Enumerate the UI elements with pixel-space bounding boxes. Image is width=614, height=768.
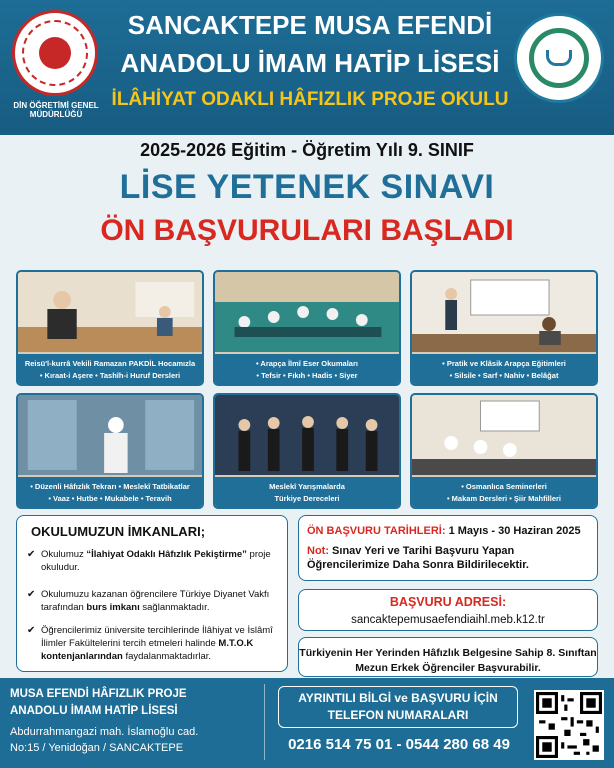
photo-card-arabic-texts: [213, 270, 401, 386]
photo-mosque-image: [18, 395, 202, 475]
photo-study-hall-image: [215, 272, 399, 352]
caption-line2: • Tefsir • Fıkıh • Hadis • Siyer: [256, 371, 358, 380]
caption-line1: Meslekî Yarışmalarda: [269, 482, 345, 491]
photo-card-competitions: [213, 393, 401, 509]
facilities-box: [16, 515, 288, 672]
exam-note: Not: Sınav Yeri ve Tarihi Başvuru Yapan Öğrencilerimize Daha Sonra Bildirilecektir.: [307, 545, 529, 571]
photo-card-arabic-training: [410, 270, 598, 386]
caption-line2: • Silsile • Sarf • Nahiv • Belâğat: [449, 371, 559, 380]
academic-year: 2025-2026 Eğitim - Öğretim Yılı 9. SINIF: [140, 140, 474, 160]
footer-divider: [264, 684, 265, 760]
caption-line1: Reisü'l-kurrâ Vekili Ramazan PAKDİL Hocamızla: [24, 359, 196, 368]
department-label: DİN ÖĞRETİMİ GENEL MÜDÜRLÜĞÜ: [13, 101, 99, 120]
facility-item: ✔ Okulumuz “İlahiyat Odaklı Hâfızlık Pekiştirme” proje okuludur.: [27, 549, 271, 573]
address-title: BAŞVURU ADRESİ:: [389, 595, 507, 609]
photo-card-seminars: [410, 393, 598, 509]
photo-lecture-image: [412, 272, 596, 352]
facilities-title: OKULUMUZUN İMKANLARI;: [31, 524, 206, 539]
page-subtitle: ÖN BAŞVURULARI BAŞLADI: [100, 214, 514, 247]
application-url-link[interactable]: sancaktepemusaefendiaihl.meb.k12.tr: [351, 614, 545, 626]
contact-info-box: AYRINTILI BİLGİ ve BAŞVURU İÇİN TELEFON NUMARALARI: [278, 686, 518, 728]
photo-card-kiraat: [16, 270, 204, 386]
caption-line2: • Kıraat-i Aşere • Tashîh-i Huruf Dersleri: [39, 371, 181, 380]
photo-classroom-image: [18, 272, 202, 352]
photo-card-hifz-review: [16, 393, 204, 509]
school-logo-icon: [514, 13, 604, 103]
caption-line1: • Arapça İlmî Eser Okumaları: [256, 359, 358, 368]
application-dates: ÖN BAŞVURU TARİHLERİ: 1 Mayıs - 30 Haziran 2025: [307, 525, 581, 537]
photo-award-ceremony-image: [215, 395, 399, 475]
qr-code-icon[interactable]: [534, 690, 604, 760]
footer-address: Abdurrahmangazi mah. İslamoğlu cad. No:15 / Yenidoğan / SANCAKTEPE: [10, 726, 199, 754]
page-title: LİSE YETENEK SINAVI: [119, 168, 495, 206]
meb-logo-icon: [12, 10, 98, 96]
school-subtitle: İLÂHİYAT ODAKLI HÂFIZLIK PROJE OKULU: [111, 89, 509, 110]
phone-numbers[interactable]: 0216 514 75 01 - 0544 280 68 49: [288, 736, 510, 753]
caption-line1: • Osmanlıca Seminerleri: [461, 482, 547, 491]
facility-item: ✔ Okulumuzu kazanan öğrencilere Türkiye Diyanet Vakfı tarafından burs imkanı sağlanmaktadır.: [27, 589, 270, 613]
caption-line2: Türkiye Dereceleri: [274, 494, 340, 503]
dates-box: [298, 515, 598, 581]
footer-school-name: MUSA EFENDİ HÂFIZLIK PROJE ANADOLU İMAM HATİP LİSESİ: [10, 688, 187, 717]
address-box: [298, 589, 598, 631]
school-title-line1: SANCAKTEPE MUSA EFENDİ: [127, 10, 493, 40]
caption-line2: • Makam Dersleri • Şiir Mahfilleri: [446, 494, 562, 503]
check-icon: ✔: [27, 549, 36, 560]
caption-line2: • Vaaz • Hutbe • Mukabele • Teravih: [48, 494, 172, 503]
eligibility-text: Türkiyenin Her Yerinden Hâfızlık Belgesine Sahip 8. Sınıftan Mezun Erkek Öğrenciler Başvurabilir.: [299, 647, 597, 674]
caption-line1: • Düzenli Hâfızlık Tekrarı • Meslekî Tatbikatlar: [30, 482, 190, 491]
footer: [0, 678, 614, 768]
check-icon: ✔: [27, 589, 36, 600]
photo-seminar-image: [412, 395, 596, 475]
facility-item: ✔ Öğrencilerimiz üniversite tercihlerinde İlâhiyat ve İslâmî İlimler Fakültelerini tercih etmeleri halinde M.T.O.K kontenjanlarından faydalanmaktadırlar.: [27, 625, 273, 662]
school-title-line2: ANADOLU İMAM HATİP LİSESİ: [120, 48, 500, 78]
caption-line1: • Pratik ve Klâsik Arapça Eğitimleri: [442, 359, 566, 368]
eligibility-box: [298, 637, 598, 677]
check-icon: ✔: [27, 625, 36, 636]
header-banner: [0, 0, 614, 135]
